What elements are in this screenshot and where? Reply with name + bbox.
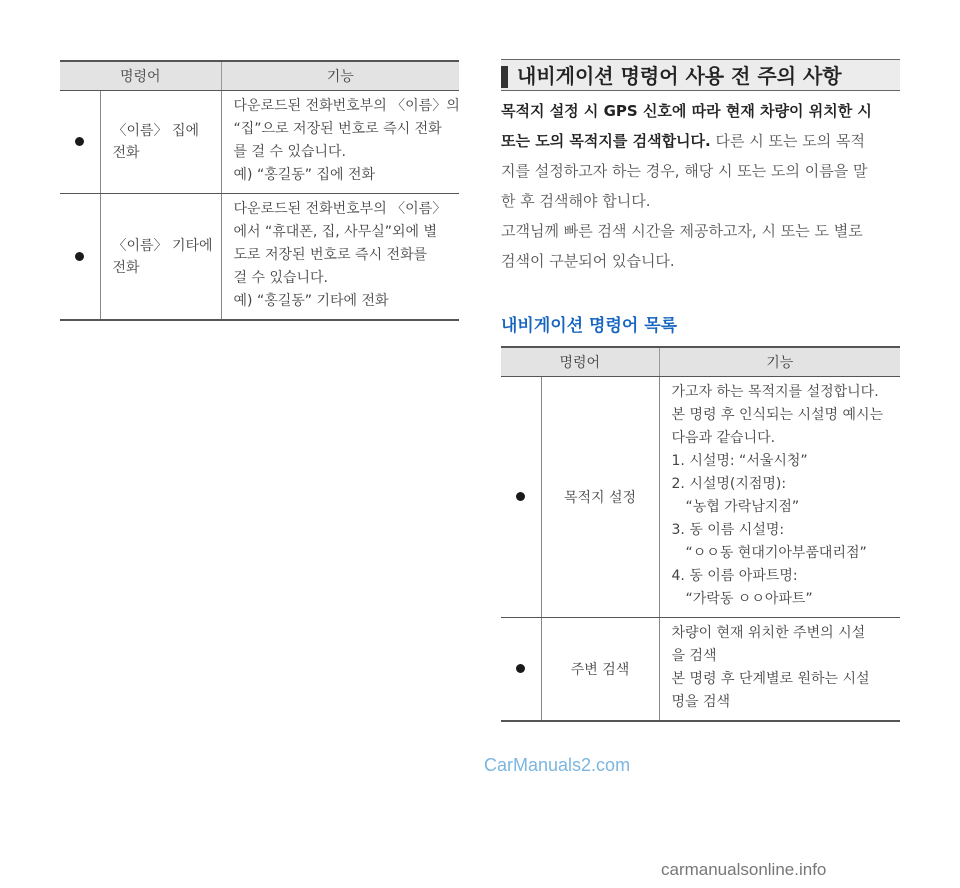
function-text: 다운로드된 전화번호부의 〈이름〉의 — [233, 98, 460, 114]
table-row — [60, 194, 459, 321]
function-cell — [221, 91, 459, 194]
function-cell — [221, 194, 459, 321]
function-text: 다운로드된 전화번호부의 〈이름〉 — [233, 201, 447, 217]
bullet-icon — [75, 252, 84, 261]
function-text: 4. 동 이름 아파트명: — [671, 568, 798, 584]
title-marker — [501, 66, 508, 88]
bullet-cell — [60, 194, 100, 321]
function-text: 다음과 같습니다. — [671, 430, 776, 446]
emphasis-text: 목적지 설정 시 GPS 신호에 따라 현재 차량이 위치한 시 — [501, 102, 872, 120]
bullet-icon — [516, 664, 525, 673]
body-line — [501, 96, 903, 126]
section-title: 내비게이션 명령어 사용 전 주의 사항 — [517, 64, 842, 88]
bullet-cell — [501, 377, 541, 618]
function-text: 도로 저장된 번호로 즉시 전화를 — [233, 247, 428, 263]
command-cell: 주변 검색 — [541, 618, 659, 722]
emphasis-text: 또는 도의 목적지를 검색합니다. — [501, 132, 711, 150]
body-line: 고객님께 빠른 검색 시간을 제공하고자, 시 또는 도 별로 — [501, 222, 863, 240]
function-text: 본 명령 후 단계별로 원하는 시설 — [671, 671, 870, 687]
command-text: 전화 — [112, 145, 140, 161]
function-text: 3. 동 이름 시설명: — [671, 522, 785, 538]
nav-command-list-heading: 내비게이션 명령어 목록 — [501, 316, 678, 336]
function-text: 걸 수 있습니다. — [233, 270, 329, 286]
body-line: 지를 설정하고자 하는 경우, 해당 시 또는 도의 이름을 말 — [501, 162, 868, 180]
function-text: 를 걸 수 있습니다. — [233, 144, 346, 160]
function-column-header: 기능 — [659, 347, 900, 377]
bullet-cell — [60, 91, 100, 194]
function-text: 명을 검색 — [671, 694, 731, 710]
function-text: 가고자 하는 목적지를 설정합니다. — [671, 384, 879, 400]
section-title-bar — [501, 59, 900, 91]
table-row — [501, 618, 900, 722]
function-text: 2. 시설명(지점명): — [671, 476, 787, 492]
command-cell — [100, 194, 221, 321]
caution-paragraph — [501, 96, 903, 276]
command-column-header: 명령어 — [501, 347, 659, 377]
function-column-header: 기능 — [221, 61, 459, 91]
body-line: 검색이 구분되어 있습니다. — [501, 252, 675, 270]
function-text: 에서 “휴대폰, 집, 사무실”외에 별 — [233, 224, 438, 240]
table-header-row — [501, 347, 900, 377]
command-text: 〈이름〉 집에 — [112, 123, 200, 139]
function-cell — [659, 618, 900, 722]
function-text: 예) “홍길동” 기타에 전화 — [233, 293, 389, 309]
function-text: 예) “홍길동” 집에 전화 — [233, 167, 376, 183]
nav-command-table — [501, 346, 900, 722]
function-text: 본 명령 후 인식되는 시설명 예시는 — [671, 407, 884, 423]
command-cell — [100, 91, 221, 194]
body-line — [501, 126, 903, 156]
function-text: 1. 시설명: “서울시청” — [671, 453, 808, 469]
bullet-icon — [75, 137, 84, 146]
command-cell: 목적지 설정 — [541, 377, 659, 618]
body-text: 다른 시 또는 도의 목적 — [710, 132, 866, 150]
function-text: “농협 가락남지점” — [685, 499, 800, 515]
command-text: 〈이름〉 기타에 — [112, 237, 213, 254]
table-row — [501, 377, 900, 618]
command-text: 전화 — [112, 259, 140, 276]
function-cell — [659, 377, 900, 618]
bullet-icon — [516, 492, 525, 501]
table-header-row — [60, 61, 459, 91]
function-text: “집”으로 저장된 번호로 즉시 전화 — [233, 121, 442, 137]
phone-command-table — [60, 60, 459, 321]
function-text: 을 검색 — [671, 648, 717, 664]
function-text: “가락동 ㅇㅇ아파트” — [685, 591, 813, 607]
table-row — [60, 91, 459, 194]
watermark-carmanualsonline: carmanualsonline.info — [661, 860, 827, 879]
watermark-carmanuals2: CarManuals2.com — [484, 755, 631, 775]
body-line: 한 후 검색해야 합니다. — [501, 192, 651, 210]
command-column-header: 명령어 — [60, 61, 221, 91]
bullet-cell — [501, 618, 541, 722]
function-text: “ㅇㅇ동 현대기아부품대리점” — [685, 545, 867, 561]
function-text: 차량이 현재 위치한 주변의 시설 — [671, 625, 866, 641]
